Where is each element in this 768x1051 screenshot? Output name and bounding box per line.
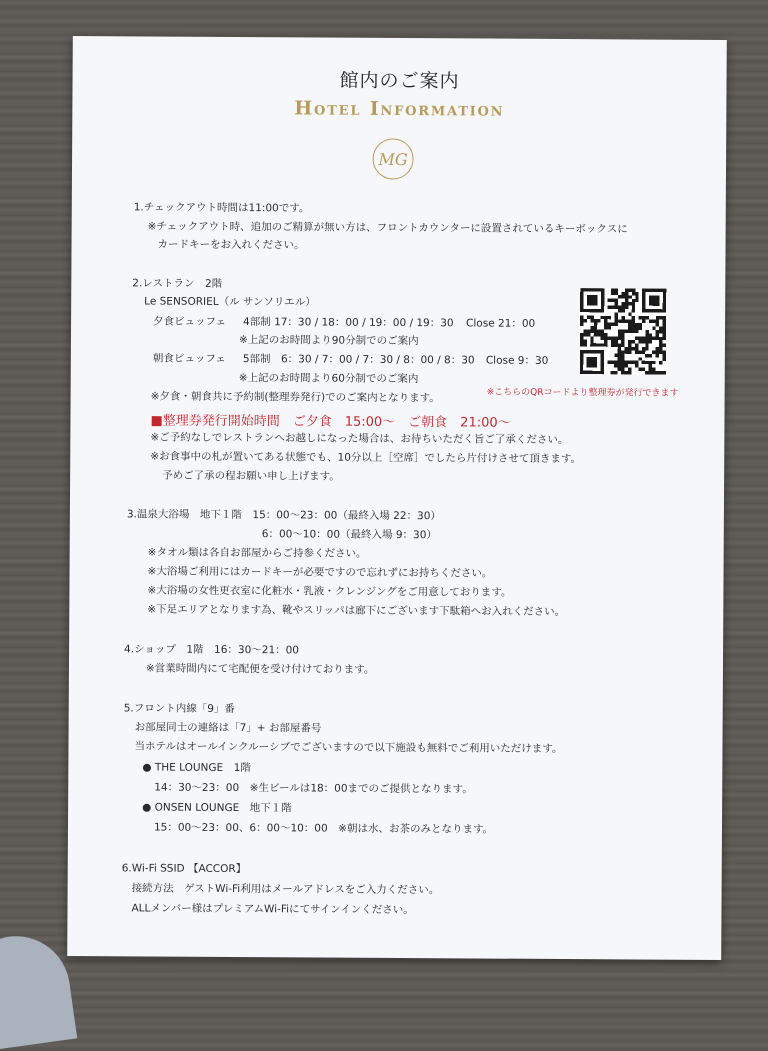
title-english: Hotel Information: [294, 97, 505, 121]
breakfast-close: Close 9：30: [485, 354, 549, 367]
hotel-info-sheet: [67, 36, 727, 960]
reservation-note: ※夕食・朝食共に予約制(整理券発行)でのご案内となります。: [150, 390, 440, 405]
spa-note-1: ※タオル類は各自お部屋からご持参ください。: [147, 546, 367, 560]
dinner-label: 夕食ビュッフェ: [153, 315, 227, 328]
shop-heading: 4.ショップ 1階 16：30～21：00: [124, 643, 300, 657]
wifi-line-2: ALLメンバー様はプレミアムWi-Fiにてサインインください。: [131, 902, 414, 917]
checkout-heading: 1.チェックアウト時間は11:00です。: [133, 201, 310, 215]
spa-note-3: ※大浴場の女性更衣室に化粧水・乳液・クレンジングをご用意しております。: [147, 584, 512, 599]
qr-caption: ※こちらのQRコードより整理券が発行できます: [486, 387, 679, 399]
breakfast-label: 朝食ビュッフェ: [152, 352, 226, 365]
ticket-qr-code[interactable]: [579, 288, 668, 375]
fabric-corner: [0, 929, 77, 1050]
lounge-1: ● THE LOUNGE 1階: [142, 761, 251, 775]
restaurant-heading: 2.レストラン 2階: [132, 277, 223, 290]
restaurant-name: Le SENSORIEL（ル サンソリエル）: [144, 295, 316, 309]
checkout-note-1: ※チェックアウト時、追加のご精算が無い方は、フロントカウンターに設置されているキーボックスに: [147, 220, 628, 236]
restaurant-note-c: 予めご了承の程お願い申し上げます。: [162, 469, 340, 483]
spa-note-2: ※大浴場ご利用にはカードキーが必要ですので忘れずにお持ちください。: [147, 565, 493, 580]
wifi-line-1: 接続方法 ゲストWi-Fi利用はメールアドレスをご入力ください。: [131, 882, 440, 897]
breakfast-note: ※上記のお時間より60分制でのご案内: [238, 372, 419, 386]
spa-heading: 3.温泉大浴場 地下１階 15：00～23：00（最終入場 22：30）: [126, 508, 441, 523]
spa-note-4: ※下足エリアとなります為、靴やスリッパは廊下にございます下駄箱へお入れください。: [147, 603, 566, 619]
dinner-times: 4部制 17：30 / 18：00 / 19：00 / 19：30: [243, 316, 454, 330]
restaurant-note-b: ※お食事中の札が置いてある状態でも、10分以上［空席］でしたら片付けさせて頂きます。: [150, 450, 582, 466]
wifi-heading: 6.Wi-Fi SSID 【ACCOR】: [121, 862, 247, 876]
restaurant-note-a: ※ご予約なしでレストランへお越しになった場合は、お待ちいただく旨ご了承ください。: [150, 431, 569, 447]
shop-note: ※営業時間内にて宅配便を受け付けております。: [145, 662, 375, 676]
svg-text:MG: MG: [378, 149, 408, 170]
dinner-note: ※上記のお時間より90分制でのご案内: [238, 334, 419, 348]
lounge-2-hours: 15：00～23：00、6：00～10：00 ※朝は水、お茶のみとなります。: [153, 821, 494, 836]
lounge-1-hours: 14：30～23：00 ※生ビールは18：00までのご提供となります。: [154, 781, 473, 796]
title-japanese: 館内のご案内: [339, 69, 460, 93]
lounge-2: ● ONSEN LOUNGE 地下１階: [142, 801, 292, 815]
front-heading: 5.フロント内線「9」番: [123, 702, 235, 716]
front-line-2: 当ホテルはオールインクルーシブでございますので以下施設も無料でご利用いただけます。: [134, 740, 563, 756]
dinner-close: Close 21：00: [466, 317, 536, 330]
breakfast-times: 5部制 6：30 / 7：00 / 7：30 / 8：00 / 8：30: [242, 353, 475, 367]
spa-hours-2: 6：00～10：00（最終入場 9：30）: [261, 528, 437, 542]
checkout-note-2: カードキーをお入れください。: [157, 238, 305, 252]
front-line-1: お部屋同士の連絡は「7」+ お部屋番号: [134, 721, 322, 735]
hotel-logo-icon: [367, 135, 419, 183]
ticket-notice: ■整理券発行開始時間 ご夕食 15:00～ ご朝食 21:00～: [150, 413, 511, 431]
